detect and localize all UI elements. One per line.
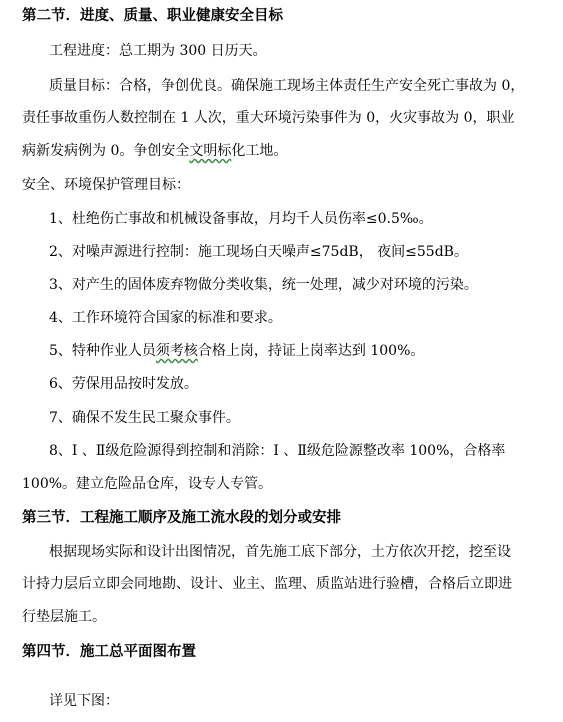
section-4-paragraph: 详见下图： bbox=[49, 693, 119, 709]
spellcheck-underlined-text: 文明标 bbox=[189, 143, 232, 159]
list-item: 3、对产生的固体废弃物做分类收集，统一处理，减少对环境的污染。 bbox=[49, 277, 478, 293]
list-item: 7、确保不发生民工聚众事件。 bbox=[49, 410, 240, 426]
list-item-line-2: 100%。建立危险品仓库，设专人专管。 bbox=[22, 476, 273, 492]
quality-line-3-part-1: 病新发病例为 0。争创安全 bbox=[22, 143, 190, 159]
progress-target: 工程进度：总工期为 300 日历天。 bbox=[49, 43, 267, 59]
item-5-part-1: 5、特种作业人员 bbox=[49, 343, 156, 359]
list-item: 6、劳保用品按时发放。 bbox=[49, 376, 198, 392]
quality-target-line-1: 质量目标：合格，争创优良。确保施工现场主体责任生产安全死亡事故为 0， bbox=[49, 78, 525, 94]
section-3-paragraph-line-3: 行垫层施工。 bbox=[22, 609, 106, 625]
section-4-heading: 第四节．施工总平面图布置 bbox=[22, 643, 196, 660]
quality-line-3-part-2: 化工地。 bbox=[231, 143, 288, 159]
list-item-line-1: 8、Ⅰ 、Ⅱ级危险源得到控制和消除：Ⅰ 、Ⅱ级危险源整改率 100%，合格率 bbox=[49, 443, 506, 459]
section-3-heading: 第三节．工程施工顺序及施工流水段的划分或安排 bbox=[22, 509, 341, 526]
list-item bbox=[0, 342, 563, 360]
list-item: 1、杜绝伤亡事故和机械设备事故，月均千人员伤率≤0.5‰。 bbox=[49, 211, 433, 227]
quality-target-line-3 bbox=[0, 142, 563, 160]
spellcheck-underlined-text: 须考核 bbox=[155, 343, 198, 359]
env-targets-title: 安全、环境保护管理目标： bbox=[22, 177, 190, 193]
list-item: 4、工作环境符合国家的标准和要求。 bbox=[49, 310, 282, 326]
section-2-heading: 第二节．进度、质量、职业健康安全目标 bbox=[22, 7, 283, 24]
list-item: 2、对噪声源进行控制：施工现场白天噪声≤75dB， 夜间≤55dB。 bbox=[49, 244, 468, 260]
section-3-paragraph-line-1: 根据现场实际和设计出图情况，首先施工底下部分，土方依次开挖，挖至设 bbox=[49, 544, 511, 560]
section-3-paragraph-line-2: 计持力层后立即会同地勘、设计、业主、监理、质监站进行验槽，合格后立即进 bbox=[22, 576, 512, 592]
item-5-part-2: 合格上岗，持证上岗率达到 100%。 bbox=[197, 343, 425, 359]
quality-target-line-2: 责任事故重伤人数控制在 1 人次，重大环境污染事件为 0，火灾事故为 0，职业 bbox=[22, 110, 515, 126]
